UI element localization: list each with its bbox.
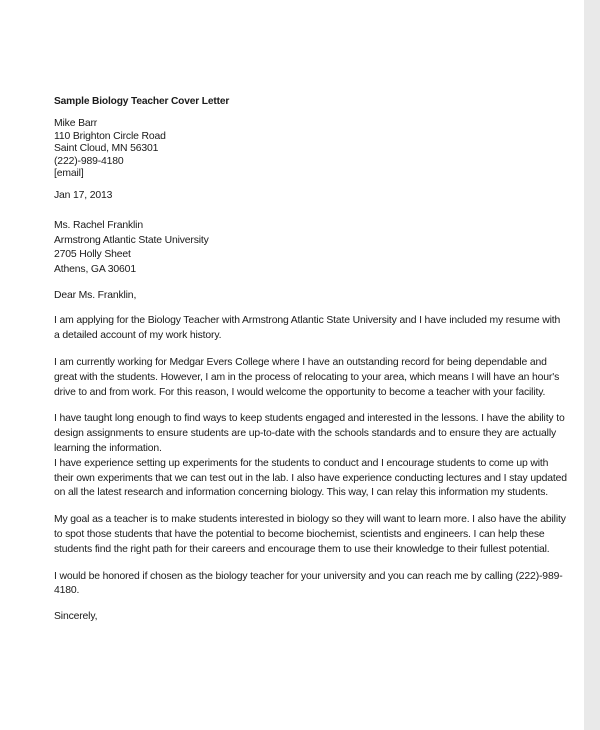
sender-address-line1: 110 Brighton Circle Road	[54, 130, 166, 142]
paragraph-line: I have experience setting up experiments for the students to conduct and I encourage students to come up with	[54, 457, 549, 469]
closing: Sincerely,	[54, 611, 98, 623]
sender-email: [email]	[54, 168, 84, 180]
paragraph-line: students find the right path for their careers and encourage them to use their knowledge to their fullest potential.	[54, 543, 550, 555]
paragraph-line: on all the latest research and information concerning biology. This way, I can relay this information my students.	[54, 487, 549, 499]
page-gutter	[584, 0, 600, 730]
paragraph-line: I have taught long enough to find ways to keep students engaged and interested in the lessons. I have the ability to	[54, 413, 565, 425]
paragraph-line: drive to and from work. For this reason, I would welcome the opportunity to become a teacher with your facility.	[54, 386, 546, 398]
paragraph-intro	[54, 314, 561, 344]
sender-block	[54, 118, 554, 180]
paragraph-experiments	[54, 457, 567, 501]
paragraph-contact	[54, 570, 563, 600]
paragraph-line: I would be honored if chosen as the biology teacher for your university and you can reach me by calling (222)-989-	[54, 570, 563, 582]
document-title: Sample Biology Teacher Cover Letter	[54, 96, 230, 107]
recipient-street: 2705 Holly Sheet	[54, 249, 131, 261]
paragraph-teaching	[54, 412, 565, 456]
paragraph-current-work	[54, 356, 560, 400]
paragraph-line: design assignments to ensure students are up-to-date with the schools standards and to ensure they are actually	[54, 428, 557, 440]
paragraph-line: a detailed account of my work history.	[54, 330, 222, 342]
salutation: Dear Ms. Franklin,	[54, 290, 137, 302]
recipient-block	[54, 219, 554, 278]
recipient-city-state-zip: Athens, GA 30601	[54, 264, 136, 276]
paragraph-line: 4180.	[54, 585, 80, 597]
paragraph-goal	[54, 513, 566, 557]
letter-body	[54, 96, 567, 624]
sender-name: Mike Barr	[54, 118, 98, 130]
paragraph-line: to spot those students that have the potential to become biochemist, scientists and engineers. I can help these	[54, 529, 545, 540]
paragraph-line: great with the students. However, I am in the process of relocating to your area, which means I will have an hour's	[54, 371, 560, 383]
paragraph-line: My goal as a teacher is to make students interested in biology so they will want to learn more. I also have the ability	[54, 514, 566, 526]
paragraph-line: their own experiments that we can test out in the lab. I also have experience conducting lectures and I stay updated	[54, 472, 567, 484]
recipient-name: Ms. Rachel Franklin	[54, 219, 143, 231]
paragraph-line: learning the information.	[54, 443, 162, 455]
sender-phone: (222)-989-4180	[54, 155, 124, 167]
sender-address-line2: Saint Cloud, MN 56301	[54, 143, 159, 155]
paragraph-line: I am applying for the Biology Teacher with Armstrong Atlantic State University and I have included my resume with	[54, 315, 561, 327]
paragraph-line: I am currently working for Medgar Evers College where I have an outstanding record for being dependable and	[54, 357, 547, 369]
letter-date: Jan 17, 2013	[54, 190, 113, 202]
recipient-organization: Armstrong Atlantic State University	[54, 234, 209, 246]
